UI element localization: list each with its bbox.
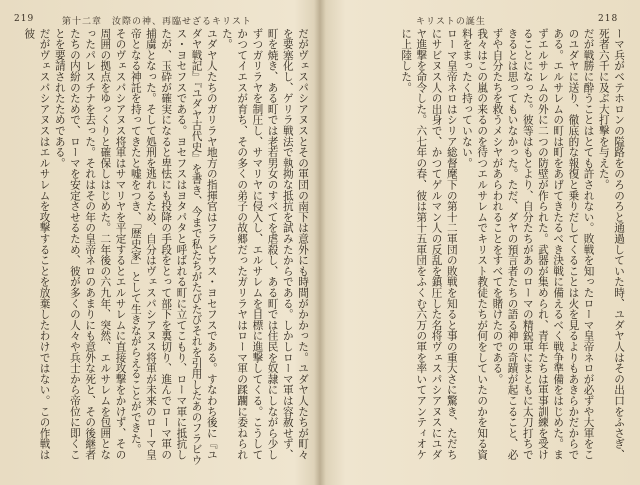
left-paragraph: ユダヤ人たちのガリラヤ地方の指揮官はフラビウス・ヨセフスである。すなわち後に『ユダヤ戦記』『ユダヤ古代史』を書き、今まで私たちがたびたびそれを引用したあのフラビウス・ヨセフスである。ヨセフスはヨタパタと呼ばれる町に立てこもり、ローマ軍に抵抗したが、玉砕が確実になると卑怯にも投降の手段をとって部下を裏切り、進んでローマ軍の捕虜となった。そして処刑を逃れるため、自分はヴェスパシアヌス将軍が未来のローマ皇帝となる神託を持ってきたと嘘をつき、「歴史家」として生きながらえることができた。	[129, 28, 218, 466]
left-page-number: 219	[14, 14, 35, 24]
left-paragraph: だがヴェスパシアヌスとその軍団の南下は意外にも時間がかかった。ユダヤ人たちが町々を要塞化し、ゲリラ戦法で執拗な抵抗を試みたからである。しかしローマ軍は容赦せず、町を焼き、ある町では老若男女のすべてを虐殺し、ある町では住民を奴隷にしながら少しずつガリラヤを制圧し、サマリヤに侵入し、エルサレムを目標に進撃してくる。こうしてかつてイエスが育ち、その多くの弟子の故郷だったガリラヤはローマ軍の蹂躙に委ねられた。	[220, 28, 309, 460]
left-paragraph: だがヴェスパシアヌスはエルサレムを攻撃することを放棄したわけではない。この作戦は彼	[23, 28, 51, 460]
book-gutter	[314, 0, 326, 485]
right-paragraph: だが戦勝に酔うことはとても許されない。敗戦を知ったローマ皇帝ネロが必ずや大軍をこのユダヤに送り、徹底的な報復と乗りだしてくることは火を見るよりもあきらかだからである。エルサレムの町は町をあげてきたるべき決戦に備えるべく戦争準備をはじめた。まずエルサレムの外に二つの防壁が作られた。武器が集められ、青年たちは軍事訓練を受けることになった。彼等はもとより、自分たちがあのローマの精鋭軍にまともに太刀打ちできるとは思ってもいなかった。ただ、ダヤの預言者たちの語る神の奇蹟が起こること、必ずや自分たちを救うメシヤがあらわれることをすべてを賭けたのである。	[491, 28, 595, 460]
right-page-number: 218	[598, 14, 619, 24]
left-page-body	[16, 28, 310, 468]
right-page	[332, 28, 626, 468]
right-chapter-header: キリストの誕生	[416, 17, 486, 27]
right-paragraph: ーマ兵がベテホロンの隘路をのろのろと通過していた時、ユダヤ人はその出口をふさぎ、死者六千に及ぶ大打撃を与えた。	[597, 28, 625, 460]
right-paragraph: ローマ皇帝ネロはシリア総督麾下の第十二軍団の敗戦を知ると事の重大さに驚き、ただちにサビヌス人の出身で、かつてゲルマン人の反乱を鎮圧した名将ヴェスパシアヌスにユダヤ進撃を命令した。六七年の春、彼は第十五軍団をふくむ六万の軍を率いてアンティオケに上陸した。	[400, 28, 458, 460]
left-paragraph: そのヴェスパシアヌス将軍はサマリヤを平定するとエルサレムに直接攻撃をかけず、その周囲の拠点をゆっくりと確保しはじめた。二年後の六九年、突然、エルサレムを包囲となったパレスチナを去った。それはその年の皇帝ネロのあまりにも意外な死と、その後継者たちの内紛のためで、ローマを安定させるため、彼が多くの人々や兵士から帝位に即くことを要請されたためである。	[53, 28, 127, 460]
right-paragraph: 我々はこの嵐の来るのを待つエルサレムでキリスト教徒たちが何をしていたのかを知る資料をまったく持っていない。	[460, 28, 489, 460]
left-page	[16, 28, 310, 468]
right-page-body	[332, 28, 626, 468]
left-chapter-header: 第十二章 汝際の神、再臨せざるキリスト	[62, 17, 252, 27]
